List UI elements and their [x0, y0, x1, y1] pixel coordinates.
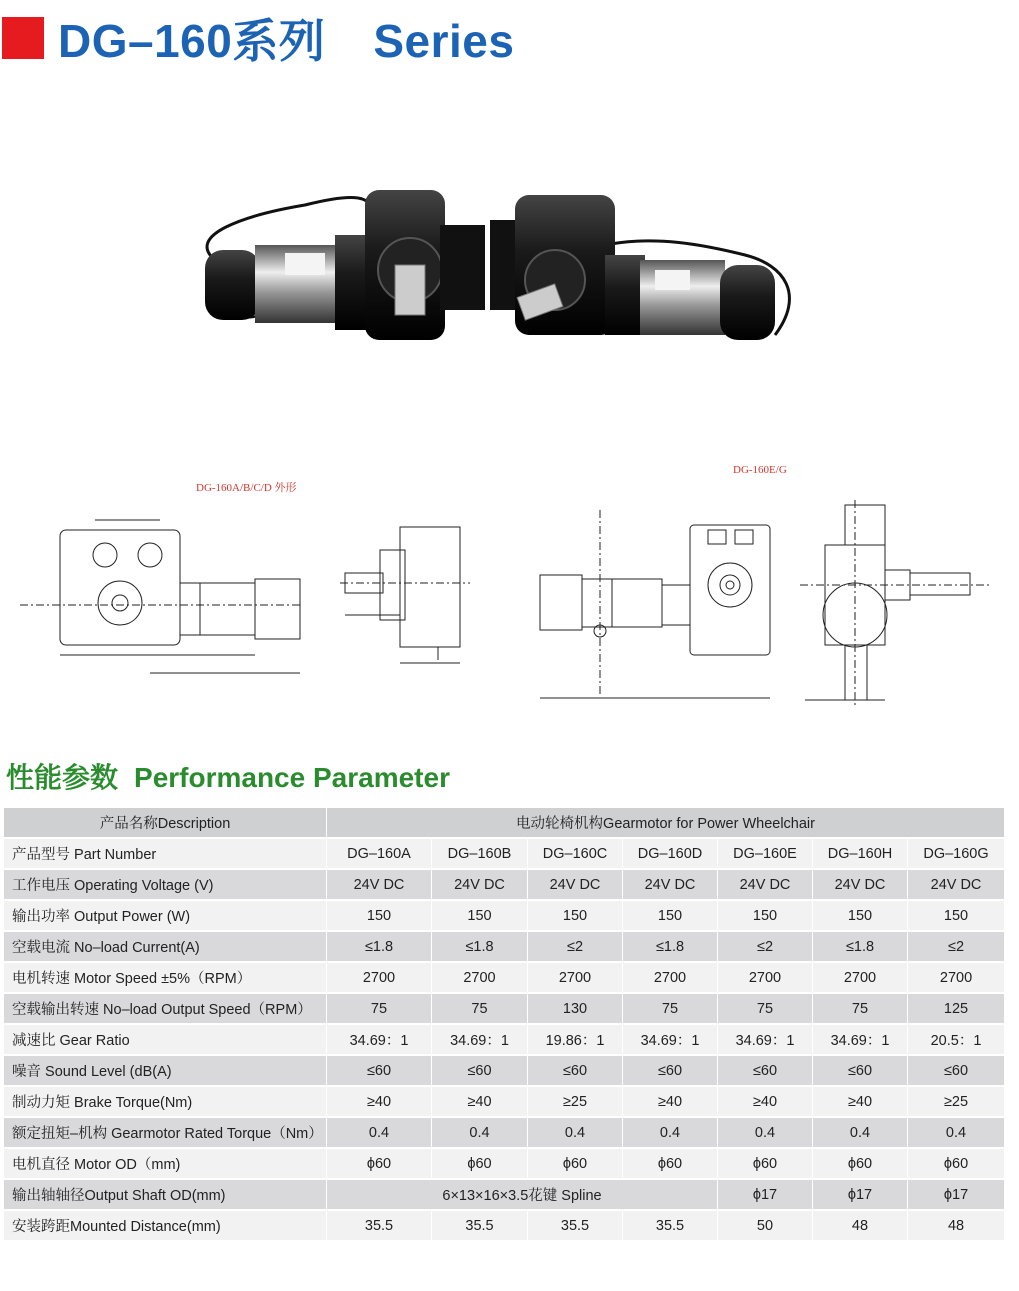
- value-cell: ≤60: [718, 1056, 813, 1087]
- value-cell: 2700: [528, 963, 623, 994]
- value-cell: ≤60: [528, 1056, 623, 1087]
- value-cell: ≤60: [623, 1056, 718, 1087]
- value-cell: 150: [432, 901, 528, 932]
- value-cell: ≤60: [908, 1056, 1005, 1087]
- title-en: Series: [373, 15, 515, 67]
- value-cell: 24V DC: [908, 870, 1005, 901]
- value-cell: 34.69：1: [327, 1025, 432, 1056]
- value-cell: ≥25: [908, 1087, 1005, 1118]
- drawing-label-abcd: DG-160A/B/C/D 外形: [196, 482, 297, 494]
- value-cell: 75: [327, 994, 432, 1025]
- value-cell: ϕ60: [528, 1149, 623, 1180]
- value-cell: 0.4: [528, 1118, 623, 1149]
- value-cell: 75: [718, 994, 813, 1025]
- value-cell: 24V DC: [432, 870, 528, 901]
- value-cell: ≤1.8: [327, 932, 432, 963]
- row-label: 输出功率 Output Power (W): [4, 901, 327, 932]
- row-label: 空载电流 No–load Current(A): [4, 932, 327, 963]
- spline-merged-cell: 6×13×16×3.5花键 Spline: [327, 1180, 718, 1211]
- value-cell: 0.4: [327, 1118, 432, 1149]
- model-cell: DG–160E: [718, 839, 813, 870]
- shaft-od-row: [4, 1180, 1005, 1211]
- table-row: [4, 870, 1005, 901]
- value-cell: ≤60: [327, 1056, 432, 1087]
- value-cell: 0.4: [813, 1118, 908, 1149]
- value-cell: 2700: [718, 963, 813, 994]
- value-cell: 125: [908, 994, 1005, 1025]
- value-cell: ≥40: [813, 1087, 908, 1118]
- value-cell: ϕ17: [813, 1180, 908, 1211]
- performance-table: [4, 808, 1005, 1242]
- value-cell: ϕ60: [623, 1149, 718, 1180]
- value-cell: 20.5：1: [908, 1025, 1005, 1056]
- outline-drawings: [0, 455, 1019, 715]
- value-cell: 48: [813, 1211, 908, 1242]
- value-cell: ≤60: [432, 1056, 528, 1087]
- page-header: [0, 12, 515, 67]
- part-number-row: [4, 839, 1005, 870]
- value-cell: ϕ17: [908, 1180, 1005, 1211]
- value-cell: ≤1.8: [623, 932, 718, 963]
- value-cell: 75: [813, 994, 908, 1025]
- value-cell: 34.69：1: [623, 1025, 718, 1056]
- value-cell: 150: [528, 901, 623, 932]
- table-header-row: [4, 808, 1005, 839]
- value-cell: 24V DC: [327, 870, 432, 901]
- table-row: [4, 932, 1005, 963]
- value-cell: 0.4: [623, 1118, 718, 1149]
- row-label: 制动力矩 Brake Torque(Nm): [4, 1087, 327, 1118]
- model-cell: DG–160D: [623, 839, 718, 870]
- part-number-label: 产品型号 Part Number: [4, 839, 327, 870]
- value-cell: ≤1.8: [432, 932, 528, 963]
- table-row: [4, 1056, 1005, 1087]
- header-label: 产品名称Description: [4, 808, 327, 839]
- table-row: [4, 1118, 1005, 1149]
- section-title: [6, 756, 450, 796]
- model-cell: DG–160H: [813, 839, 908, 870]
- section-title-en: Performance Parameter: [134, 762, 450, 793]
- value-cell: ≥40: [718, 1087, 813, 1118]
- row-label: 输出轴轴径Output Shaft OD(mm): [4, 1180, 327, 1211]
- row-label: 空载输出转速 No–load Output Speed（RPM）: [4, 994, 327, 1025]
- value-cell: 2700: [623, 963, 718, 994]
- value-cell: 24V DC: [623, 870, 718, 901]
- value-cell: 75: [432, 994, 528, 1025]
- value-cell: ϕ60: [908, 1149, 1005, 1180]
- row-label: 电机直径 Motor OD（mm): [4, 1149, 327, 1180]
- drawing-label-eg: DG-160E/G: [733, 464, 787, 476]
- model-cell: DG–160G: [908, 839, 1005, 870]
- section-title-cn: 性能参数: [6, 762, 119, 793]
- header-value: 电动轮椅机构Gearmotor for Power Wheelchair: [327, 808, 1005, 839]
- value-cell: 35.5: [528, 1211, 623, 1242]
- page-title: [58, 5, 514, 71]
- row-label: 安装跨距Mounted Distance(mm): [4, 1211, 327, 1242]
- mounted-distance-row: [4, 1211, 1005, 1242]
- value-cell: ≤1.8: [813, 932, 908, 963]
- value-cell: 0.4: [432, 1118, 528, 1149]
- product-photo: [185, 175, 805, 375]
- value-cell: ϕ60: [718, 1149, 813, 1180]
- technical-drawings: [0, 455, 1019, 715]
- value-cell: 34.69：1: [813, 1025, 908, 1056]
- value-cell: 48: [908, 1211, 1005, 1242]
- value-cell: ≥40: [432, 1087, 528, 1118]
- value-cell: 2700: [432, 963, 528, 994]
- value-cell: 130: [528, 994, 623, 1025]
- table-row: [4, 1087, 1005, 1118]
- value-cell: 35.5: [623, 1211, 718, 1242]
- title-cn: DG–160系列: [58, 15, 326, 67]
- table-row: [4, 901, 1005, 932]
- value-cell: 34.69：1: [718, 1025, 813, 1056]
- value-cell: 150: [718, 901, 813, 932]
- row-label: 工作电压 Operating Voltage (V): [4, 870, 327, 901]
- value-cell: ≤2: [908, 932, 1005, 963]
- row-label: 电机转速 Motor Speed ±5%（RPM）: [4, 963, 327, 994]
- row-label: 额定扭矩–机构 Gearmotor Rated Torque（Nm）: [4, 1118, 327, 1149]
- value-cell: 0.4: [908, 1118, 1005, 1149]
- model-cell: DG–160A: [327, 839, 432, 870]
- row-label: 噪音 Sound Level (dB(A): [4, 1056, 327, 1087]
- value-cell: ϕ60: [813, 1149, 908, 1180]
- value-cell: 19.86：1: [528, 1025, 623, 1056]
- value-cell: ≤2: [528, 932, 623, 963]
- value-cell: ≥25: [528, 1087, 623, 1118]
- value-cell: ≤60: [813, 1056, 908, 1087]
- value-cell: 35.5: [432, 1211, 528, 1242]
- value-cell: 24V DC: [718, 870, 813, 901]
- value-cell: ϕ17: [718, 1180, 813, 1211]
- value-cell: 2700: [327, 963, 432, 994]
- value-cell: 75: [623, 994, 718, 1025]
- value-cell: 150: [908, 901, 1005, 932]
- value-cell: 35.5: [327, 1211, 432, 1242]
- model-cell: DG–160B: [432, 839, 528, 870]
- value-cell: 24V DC: [528, 870, 623, 901]
- value-cell: 2700: [813, 963, 908, 994]
- value-cell: ≥40: [623, 1087, 718, 1118]
- value-cell: 34.69：1: [432, 1025, 528, 1056]
- table-row: [4, 1025, 1005, 1056]
- value-cell: 150: [813, 901, 908, 932]
- table-row: [4, 1149, 1005, 1180]
- value-cell: 50: [718, 1211, 813, 1242]
- value-cell: 2700: [908, 963, 1005, 994]
- value-cell: ≤2: [718, 932, 813, 963]
- table-row: [4, 963, 1005, 994]
- value-cell: ≥40: [327, 1087, 432, 1118]
- model-cell: DG–160C: [528, 839, 623, 870]
- row-label: 减速比 Gear Ratio: [4, 1025, 327, 1056]
- value-cell: 0.4: [718, 1118, 813, 1149]
- value-cell: ϕ60: [327, 1149, 432, 1180]
- value-cell: 150: [623, 901, 718, 932]
- table-row: [4, 994, 1005, 1025]
- red-square-marker: [2, 17, 44, 59]
- value-cell: 24V DC: [813, 870, 908, 901]
- value-cell: 150: [327, 901, 432, 932]
- value-cell: ϕ60: [432, 1149, 528, 1180]
